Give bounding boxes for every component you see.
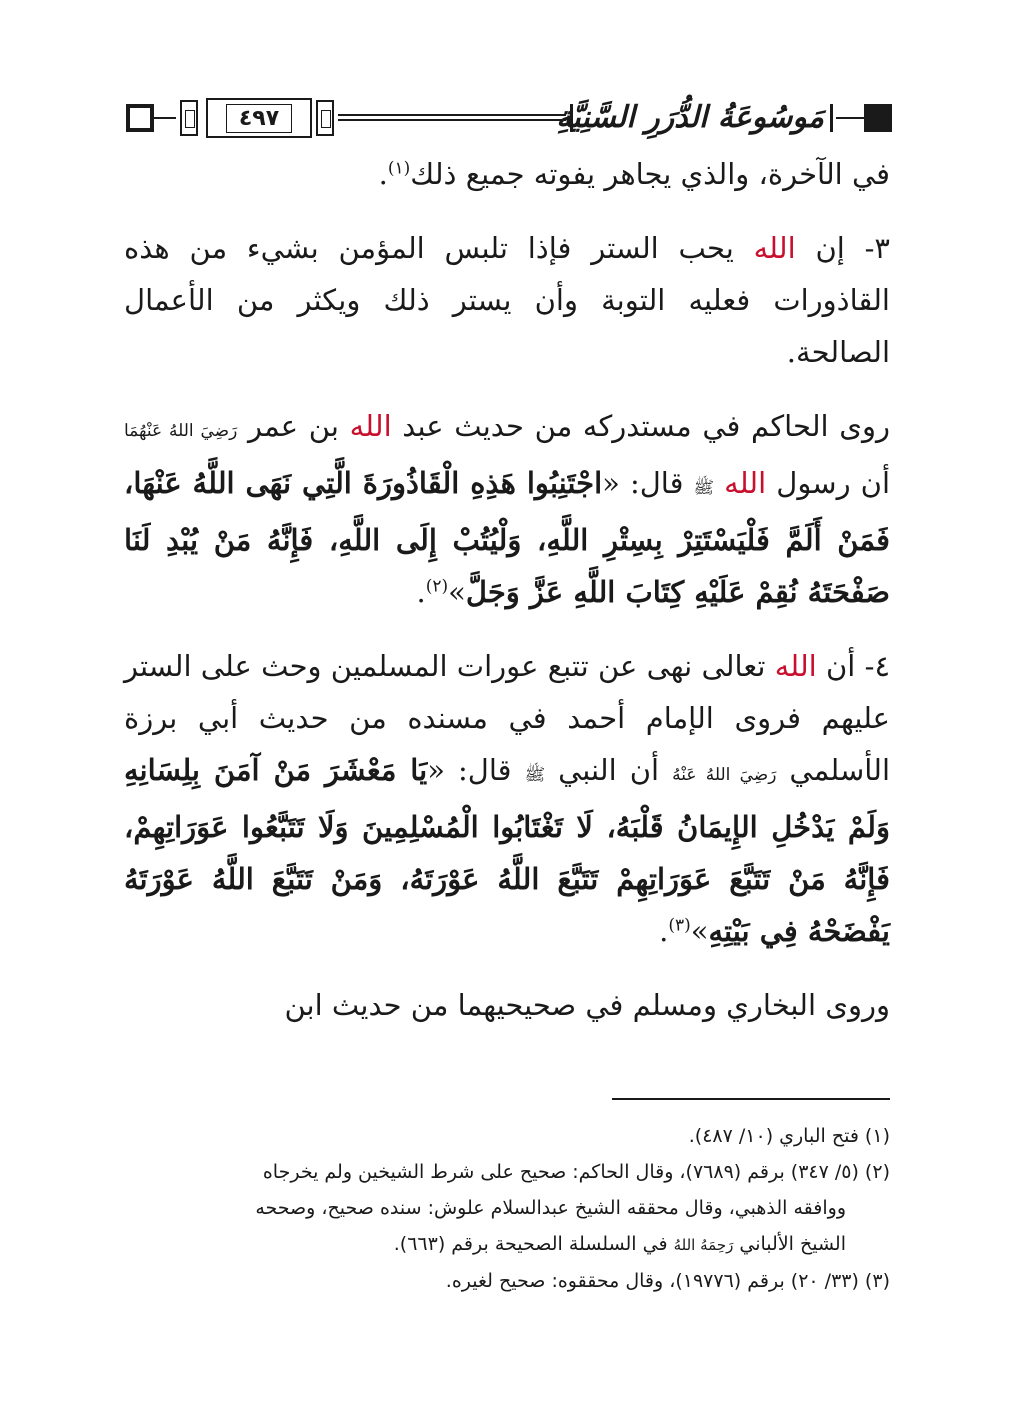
text: وروى البخاري ومسلم في صحيحيهما من حديث ابن (284, 988, 890, 1022)
header-ornament (316, 100, 334, 136)
paragraph-3 (124, 400, 890, 618)
paragraph-5 (124, 979, 890, 1031)
header-double-rule (338, 114, 566, 121)
text: أن رسول (766, 466, 891, 500)
divine-name: الله (349, 409, 392, 443)
page-number: ٤٩٧ (226, 104, 292, 133)
text: أن النبي (545, 753, 673, 787)
header-rule (154, 117, 176, 119)
paragraph-4 (124, 640, 890, 957)
header-bar-mark (830, 104, 833, 132)
text: ٤- أن (816, 649, 891, 683)
text: روى الحاكم في مستدركه من حديث عبد (391, 409, 890, 443)
footnote-ref-1[interactable]: (١) (387, 158, 411, 179)
footnote-2-cont (124, 1226, 890, 1263)
text: تعالى نهى عن تتبع عورات المسلمين وحث على الستر عليهم فروى الإمام أحمد في مسنده من حديث أبي برزة الأسلمي (124, 649, 891, 787)
main-text (124, 148, 890, 1031)
text: الشيخ الألباني (733, 1233, 846, 1255)
footnote-separator (612, 1098, 890, 1100)
footnotes (124, 1118, 890, 1299)
text: قال: « (427, 753, 525, 787)
header-ornament (180, 100, 198, 136)
footnote-ref-3[interactable]: (٣) (668, 915, 691, 936)
footnote-1: (١) فتح الباري (١٠/ ٤٨٧). (688, 1125, 890, 1147)
text: . (659, 914, 669, 948)
header-ornament-square-right (864, 104, 892, 132)
paragraph-2 (124, 222, 890, 378)
honorific: ﷺ (693, 478, 715, 498)
honorific: رَضِيَ اللهُ عَنْهُ (672, 765, 777, 785)
honorific: رَضِيَ اللهُ عَنْهُمَا (124, 421, 238, 441)
text: » (690, 914, 709, 948)
text: في الآخرة، والذي يجاهر يفوته جميع ذلك (410, 157, 890, 191)
text: في السلسلة الصحيحة برقم (٦٦٣). (393, 1233, 674, 1255)
divine-name: الله (753, 231, 796, 265)
footnote-2: (٢) (٥/ ٣٤٧) برقم (٧٦٨٩)، وقال الحاكم: صحيح على شرط الشيخين ولم يخرجاه (262, 1161, 890, 1183)
honorific: ﷺ (524, 765, 546, 785)
header-rule (836, 117, 864, 119)
text: . (378, 157, 388, 191)
text: ٣- إن (795, 231, 890, 265)
text: . (416, 575, 426, 609)
paragraph-1 (124, 148, 890, 200)
book-title-logo: مَوسُوعَةُ الدُّرَرِ السَّنِيَّةِ (556, 100, 824, 135)
divine-name: الله (774, 649, 817, 683)
header-ornament-square-left (126, 104, 154, 132)
divine-name: الله (724, 466, 767, 500)
honorific: رَحِمَهُ اللهُ (673, 1236, 734, 1254)
footnote-2-cont: ووافقه الذهبي، وقال محققه الشيخ عبدالسلام علوش: سنده صحيح، وصححه (255, 1197, 846, 1219)
page-number-box (206, 98, 312, 138)
text: يحب الستر فإذا تلبس المؤمن بشيء من هذه القاذورات فعليه التوبة وأن يستر ذلك ويكثر من الأعمال الصالحة. (124, 231, 890, 369)
hadith-text: اجْتَنِبُوا هَذِهِ الْقَاذُورَةَ الَّتِي نَهَى اللَّهُ عَنْهَا، فَمَنْ أَلَمَّ فَلْيَسْتَتِرْ بِسِتْرِ اللَّهِ، وَلْيُتُبْ إِلَى اللَّهِ، فَإِنَّهُ مَنْ يُبْدِ لَنَا صَفْحَتَهُ نُقِمْ عَلَيْهِ كِتَابَ اللَّهِ عَزَّ وَجَلَّ (124, 466, 890, 609)
text: قال: « (602, 466, 694, 500)
page-header (126, 92, 892, 148)
footnote-ref-2[interactable]: (٢) (425, 576, 449, 597)
text: بن عمر (237, 409, 350, 443)
text: » (448, 575, 466, 609)
hadith-text: يَا مَعْشَرَ مَنْ آمَنَ بِلِسَانِهِ وَلَمْ يَدْخُلِ الإِيمَانُ قَلْبَهُ، لَا تَغْتَابُوا الْمُسْلِمِينَ وَلَا تَتَبَّعُوا عَوَرَاتِهِمْ، فَإِنَّهُ مَنْ تَتَبَّعَ عَوَرَاتِهِمْ تَتَبَّعَ اللَّهُ عَوْرَتَهُ، وَمَنْ تَتَبَّعَ اللَّهُ عَوْرَتَهُ يَفْضَحْهُ فِي بَيْتِهِ (124, 753, 890, 948)
footnote-3: (٣) (٣٣/ ٢٠) برقم (١٩٧٧٦)، وقال محققوه: صحيح لغيره. (445, 1270, 890, 1292)
